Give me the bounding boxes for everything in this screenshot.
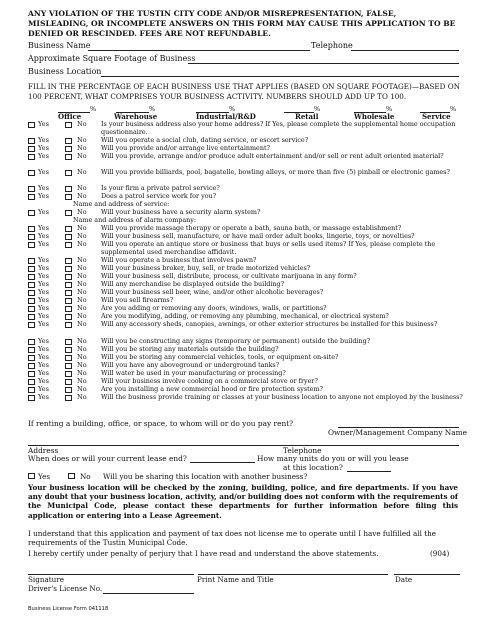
square-footage-field[interactable] — [188, 63, 459, 64]
no-label: No — [77, 192, 87, 200]
yes-checkbox[interactable] — [28, 395, 35, 402]
question-text: Will your business broker, buy, sell, or trade motorized vehicles? — [101, 264, 311, 272]
yes-checkbox[interactable] — [28, 371, 35, 378]
business-location-label: Business Location — [28, 67, 102, 76]
yes-checkbox[interactable] — [28, 234, 35, 241]
telephone-field[interactable] — [351, 50, 459, 51]
question-text: Will you sell firearms? — [101, 296, 174, 304]
no-checkbox[interactable] — [65, 298, 72, 305]
question-text: Will you be storing any commercial vehicles, tools, or equipment on-site? — [101, 353, 339, 361]
category-industrial: Industrial/R&D — [196, 112, 256, 121]
warning-text: ANY VIOLATION OF THE TUSTIN CITY CODE AND/OR MISREPRESENTATION, FALSE, MISLEADING, OR INCOMPLETE ANSWERS ON THIS FORM MAY CAUSE THIS APPLICATION TO BE DENIED OR RESCINDED. FEES ARE NOT REFUNDABLE. — [28, 9, 456, 38]
yes-checkbox[interactable] — [28, 363, 35, 370]
yes-label: Yes — [38, 208, 49, 216]
yes-label: Yes — [38, 320, 49, 328]
percent-sign: % — [90, 105, 97, 113]
question-text: Will your business have a security alarm system? — [101, 208, 261, 216]
yes-label: Yes — [38, 280, 49, 288]
no-checkbox[interactable] — [65, 146, 72, 153]
lease-end-field[interactable] — [190, 462, 255, 463]
category-service: Service — [422, 112, 451, 121]
no-label: No — [77, 232, 87, 240]
no-label: No — [77, 369, 87, 377]
no-checkbox[interactable] — [65, 371, 72, 378]
zoning-notice: Your business location will be checked by the zoning, building, police, and fire departments. If you have any doubt that your business location, activity, and/or building does not conform with the requirements of the Municipal Code, please contact these departments for further information before filing this application or entering into a Lease Agreement. — [28, 483, 458, 520]
yes-label: Yes — [38, 272, 49, 280]
no-checkbox[interactable] — [65, 266, 72, 273]
no-checkbox[interactable] — [65, 290, 72, 297]
drivers-license-field[interactable] — [103, 593, 194, 594]
date-label: Date — [395, 575, 413, 584]
question-text: Does a patrol service work for you? — [101, 192, 217, 200]
yes-label: Yes — [38, 152, 49, 160]
question-row — [28, 153, 468, 161]
question-text: Will you be storing any materials outside the building? — [101, 345, 279, 353]
question-text: Will your business sell, manufacture, or have mail order adult books, lingerie, toys, or novelties? — [101, 232, 415, 240]
question-text: Will your business sell beer, wine, and/or other alcoholic beverages? — [101, 288, 324, 296]
sublabel-patrol: Name and address of service: — [73, 200, 170, 208]
no-label: No — [77, 377, 87, 385]
no-checkbox[interactable] — [65, 395, 72, 402]
yes-checkbox[interactable] — [28, 266, 35, 273]
percent-sign: % — [149, 105, 156, 113]
question-text: Are you modifying, adding, or removing any plumbing, mechanical, or electrical system? — [101, 312, 389, 320]
category-wholesale: Wholesale — [354, 112, 395, 121]
no-checkbox[interactable] — [65, 322, 72, 329]
rent-telephone-label: Telephone — [283, 446, 322, 455]
no-label: No — [77, 240, 87, 248]
yes-checkbox[interactable] — [28, 122, 35, 129]
question-row — [28, 185, 468, 193]
no-checkbox[interactable] — [65, 242, 72, 249]
yes-label: Yes — [38, 232, 49, 240]
no-checkbox[interactable] — [65, 234, 72, 241]
form-footer: Business License Form 041118 — [28, 606, 109, 612]
no-label: No — [77, 361, 87, 369]
no-label: No — [77, 288, 87, 296]
question-row — [28, 321, 468, 329]
yes-label: Yes — [38, 312, 49, 320]
yes-label: Yes — [38, 256, 49, 264]
question-text: Are you adding or removing any doors, windows, walls, or partitions? — [101, 304, 327, 312]
square-footage-label: Approximate Square Footage of Business — [28, 54, 196, 63]
sharing-no-checkbox[interactable] — [68, 473, 75, 480]
certify-statement: I hereby certify under penalty of perjury that I have read and understand the above statements. — [28, 549, 379, 558]
no-checkbox[interactable] — [65, 138, 72, 145]
no-label: No — [77, 208, 87, 216]
yes-checkbox[interactable] — [28, 282, 35, 289]
question-row — [28, 394, 468, 402]
yes-checkbox[interactable] — [28, 347, 35, 354]
business-name-field[interactable] — [88, 50, 310, 51]
yes-label: Yes — [38, 369, 49, 377]
no-checkbox[interactable] — [65, 122, 72, 129]
no-checkbox[interactable] — [65, 258, 72, 265]
question-text: Will your business sell, distribute, process, or cultivate marijuana in any form? — [101, 272, 357, 280]
yes-label: Yes — [38, 377, 49, 385]
yes-label: Yes — [38, 184, 49, 192]
yes-label: Yes — [38, 144, 49, 152]
no-label: No — [77, 184, 87, 192]
telephone-label: Telephone — [311, 41, 353, 50]
signature-label: Signature — [28, 575, 64, 584]
yes-label: Yes — [38, 288, 49, 296]
question-text: Will the business provide training or classes at your business location to anyone not employed by the business? — [101, 393, 463, 401]
no-checkbox[interactable] — [65, 186, 72, 193]
no-label: No — [77, 304, 87, 312]
question-text: Are you installing a new commercial hood or fire protection system? — [101, 385, 323, 393]
no-checkbox[interactable] — [65, 282, 72, 289]
no-checkbox[interactable] — [65, 347, 72, 354]
question-text: Will you provide, arrange and/or produce adult entertainment and/or sell or rent adult oriented material? — [101, 152, 444, 160]
yes-checkbox[interactable] — [28, 339, 35, 346]
no-checkbox[interactable] — [65, 339, 72, 346]
yes-checkbox[interactable] — [28, 170, 35, 177]
question-text: Will any accessory sheds, canopies, awnings, or other exterior structures be installed for this business? — [101, 320, 438, 328]
yes-label: Yes — [38, 192, 49, 200]
question-text: Will you be constructing any signs (temporary or permanent) outside the building? — [101, 337, 371, 345]
sharing-row: Yes No Will you be sharing this location with another business? — [28, 472, 468, 481]
yes-checkbox[interactable] — [28, 194, 35, 201]
understand-statement: I understand that this application and payment of tax does not license me to operate until I have fulfilled all the requirements of the Tustin Municipal Code. — [28, 529, 436, 548]
yes-checkbox[interactable] — [28, 242, 35, 249]
question-text: Is your business address also your home address? If Yes, please complete the supplemental home occupation questionnaire. — [101, 120, 456, 136]
yes-label: Yes — [38, 361, 49, 369]
question-text: Will you provide and/or arrange live entertainment? — [101, 144, 270, 152]
drivers-license-label: Driver's License No. — [28, 584, 103, 593]
no-checkbox[interactable] — [65, 355, 72, 362]
yes-checkbox[interactable] — [28, 322, 35, 329]
question-text: Will water be used in your manufacturing or processing? — [101, 369, 286, 377]
question-row — [28, 240, 468, 256]
no-label: No — [77, 320, 87, 328]
units-question: How many units do you or will you lease — [257, 454, 409, 463]
yes-checkbox[interactable] — [28, 355, 35, 362]
category-office: Office — [58, 112, 82, 121]
yes-label: Yes — [38, 168, 49, 176]
no-label: No — [77, 296, 87, 304]
question-text: Will you operate a social club, dating service, or escort service? — [101, 136, 309, 144]
percent-sign: % — [450, 105, 457, 113]
question-row — [28, 289, 468, 297]
yes-checkbox[interactable] — [28, 298, 35, 305]
no-checkbox[interactable] — [65, 306, 72, 313]
yes-label: Yes — [38, 264, 49, 272]
question-row — [28, 120, 468, 136]
no-label: No — [77, 337, 87, 345]
no-label: No — [77, 345, 87, 353]
units-question-cont: at this location? — [283, 463, 343, 472]
rent-address-field[interactable] — [28, 445, 459, 446]
no-label: No — [77, 353, 87, 361]
percent-sign: % — [386, 105, 393, 113]
question-text: Is your firm a private patrol service? — [101, 184, 220, 192]
business-location-field[interactable] — [101, 76, 459, 77]
yes-label: Yes — [38, 240, 49, 248]
yes-label: Yes — [38, 393, 49, 401]
renting-question: If renting a building, office, or space, to whom will or do you pay rent? — [28, 419, 294, 428]
no-label: No — [77, 144, 87, 152]
yes-checkbox[interactable] — [28, 258, 35, 265]
no-label: No — [77, 168, 87, 176]
no-checkbox[interactable] — [65, 363, 72, 370]
question-text: Will you operate a business that involves pawn? — [101, 256, 257, 264]
yes-label: Yes — [38, 120, 49, 128]
no-label: No — [77, 256, 87, 264]
sharing-question: Will you be sharing this location with another business? — [103, 472, 308, 481]
percentage-instructions: FILL IN THE PERCENTAGE OF EACH BUSINESS USE THAT APPLIES (BASED ON SQUARE FOOTAGE)—BASED ON 100 PERCENT, WHAT COMPRISES YOUR BUSINESS ACTIVITY. NUMBERS SHOULD ADD UP TO 100. — [28, 82, 460, 101]
yes-label: Yes — [38, 353, 49, 361]
sublabel-alarm: Name and address of alarm company: — [73, 216, 197, 224]
yes-checkbox[interactable] — [28, 210, 35, 217]
no-checkbox[interactable] — [65, 379, 72, 386]
question-text: Will you operate an antique store or business that buys or sells used items? If Yes, please complete the supplemental used merchandise affidavit. — [101, 240, 436, 256]
business-name-label: Business Name — [28, 41, 91, 50]
no-label: No — [77, 136, 87, 144]
no-label: No — [77, 120, 87, 128]
yes-checkbox[interactable] — [28, 226, 35, 233]
no-label: No — [77, 280, 87, 288]
yes-label: Yes — [38, 136, 49, 144]
question-text: Will any merchandise be displayed outside the building? — [101, 280, 285, 288]
percent-sign: % — [229, 105, 236, 113]
no-label: No — [77, 224, 87, 232]
yes-checkbox[interactable] — [28, 146, 35, 153]
no-checkbox[interactable] — [65, 387, 72, 394]
no-label: No — [77, 393, 87, 401]
question-text: Will your business involve cooking on a commercial stove or fryer? — [101, 377, 318, 385]
percent-sign: % — [314, 105, 321, 113]
yes-label: Yes — [38, 337, 49, 345]
yes-checkbox[interactable] — [28, 306, 35, 313]
no-checkbox[interactable] — [65, 314, 72, 321]
code-number: (904) — [430, 549, 450, 558]
yes-checkbox[interactable] — [28, 387, 35, 394]
question-text: Will you provide massage therapy or operate a bath, sauna bath, or massage establishment? — [101, 224, 402, 232]
yes-checkbox[interactable] — [28, 314, 35, 321]
no-label: No — [77, 385, 87, 393]
no-checkbox[interactable] — [65, 274, 72, 281]
question-text: Will you provide billiards, pool, bagatelle, bowling alleys, or more than five (5) pinball or electronic games? — [101, 168, 450, 176]
yes-label: Yes — [38, 345, 49, 353]
no-label: No — [77, 312, 87, 320]
yes-checkbox[interactable] — [28, 274, 35, 281]
yes-label: Yes — [38, 224, 49, 232]
no-label: No — [77, 272, 87, 280]
no-label: No — [77, 152, 87, 160]
yes-label: Yes — [38, 296, 49, 304]
yes-label: Yes — [38, 304, 49, 312]
yes-label: Yes — [38, 385, 49, 393]
category-retail: Retail — [295, 112, 319, 121]
no-checkbox[interactable] — [65, 194, 72, 201]
no-label: No — [77, 264, 87, 272]
address-label: Address — [28, 446, 59, 455]
no-checkbox[interactable] — [65, 154, 72, 161]
category-warehouse: Warehouse — [114, 112, 158, 121]
no-checkbox[interactable] — [65, 210, 72, 217]
question-text: Will you have any aboveground or underground tanks? — [101, 361, 280, 369]
question-row — [28, 169, 468, 177]
no-checkbox[interactable] — [65, 170, 72, 177]
yes-checkbox[interactable] — [28, 154, 35, 161]
yes-checkbox[interactable] — [28, 379, 35, 386]
no-checkbox[interactable] — [65, 226, 72, 233]
yes-checkbox[interactable] — [28, 186, 35, 193]
yes-checkbox[interactable] — [28, 290, 35, 297]
sharing-yes-checkbox[interactable] — [28, 473, 35, 480]
yes-checkbox[interactable] — [28, 138, 35, 145]
print-name-label: Print Name and Title — [197, 575, 274, 584]
lease-end-label: When does or will your current lease end? — [28, 454, 187, 463]
owner-company-label: Owner/Management Company Name — [328, 428, 468, 437]
